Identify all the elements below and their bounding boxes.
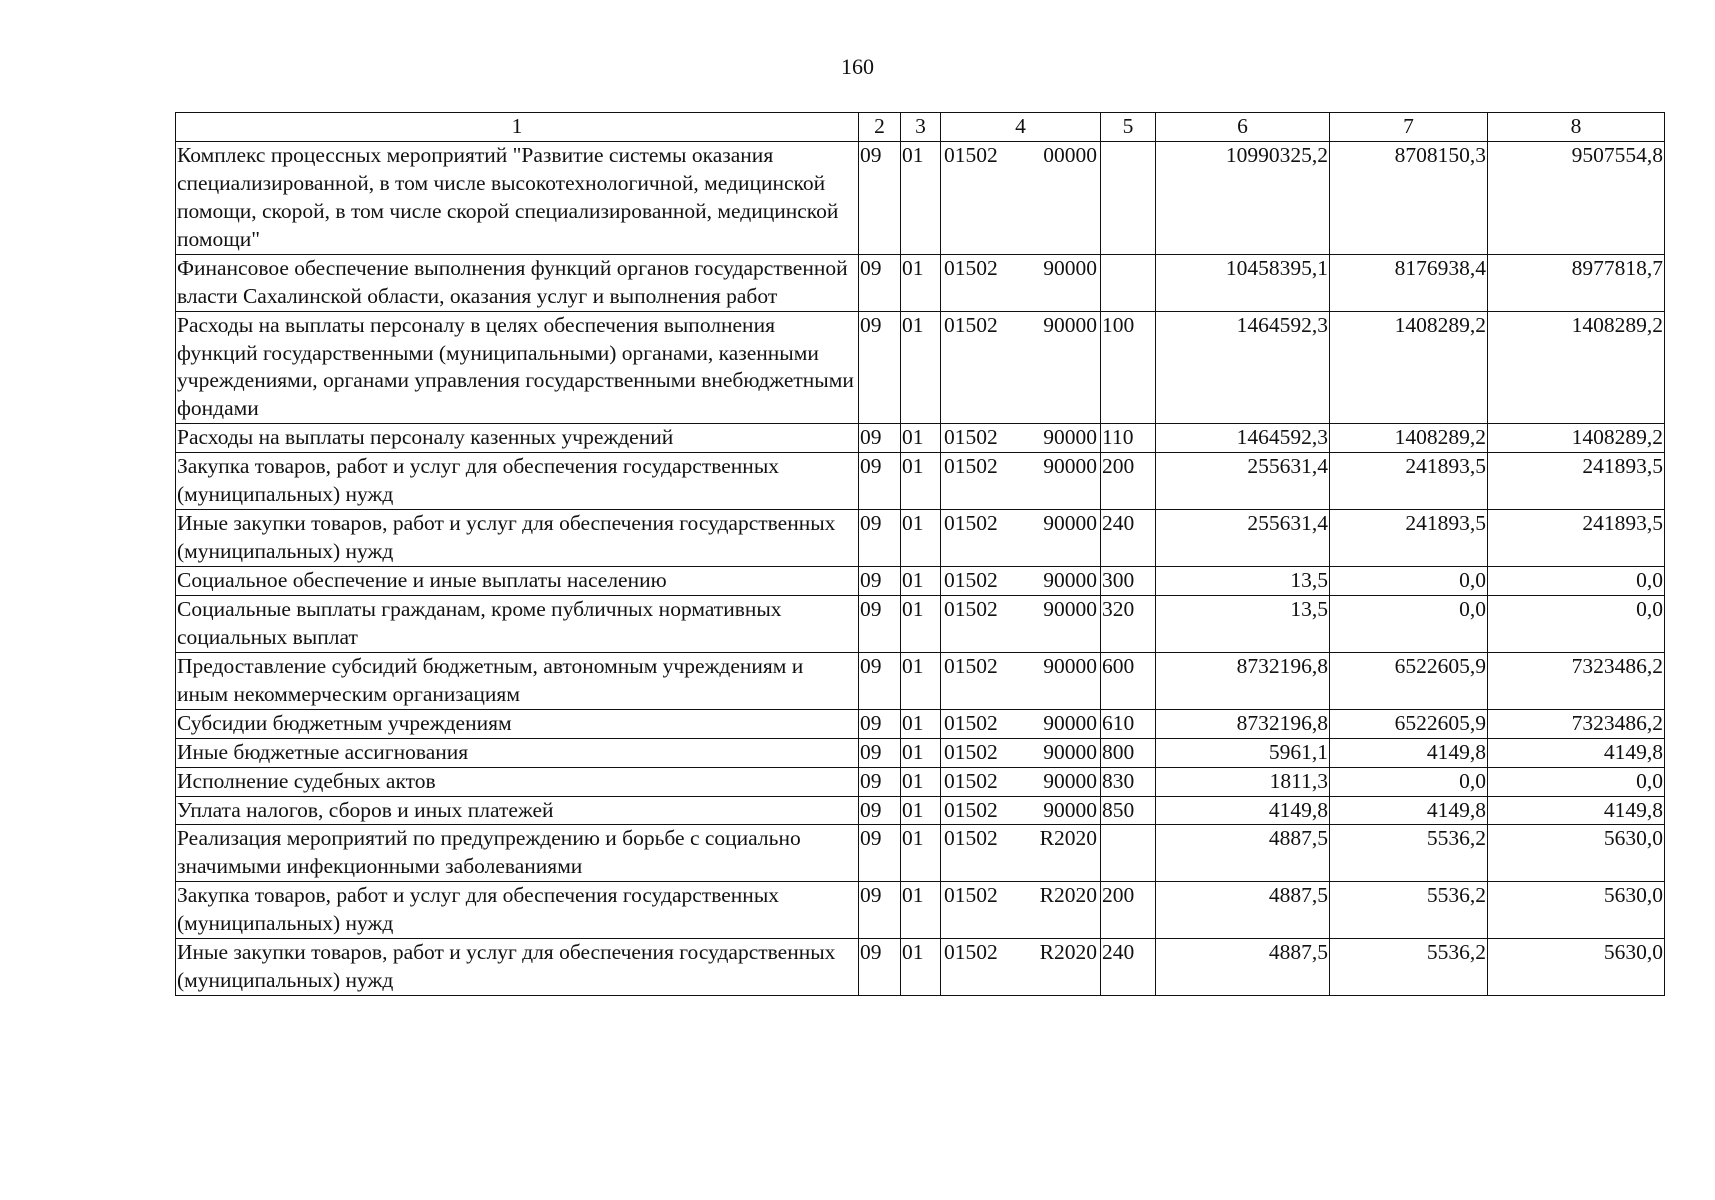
program-code: 01502 (944, 826, 998, 851)
amount-col-6: 255631,4 (1156, 453, 1330, 510)
direction-code: 90000 (1043, 596, 1097, 621)
section-code: 09 (859, 825, 901, 882)
amount-col-6: 4887,5 (1156, 939, 1330, 996)
amount-col-6: 5961,1 (1156, 738, 1330, 767)
expense-type-code: 100 (1101, 311, 1156, 424)
subsection-code: 01 (901, 424, 941, 453)
amount-col-7: 6522605,9 (1330, 652, 1488, 709)
header-cell: 8 (1488, 113, 1665, 142)
amount-col-8: 8977818,7 (1488, 254, 1665, 311)
expense-type-code: 800 (1101, 738, 1156, 767)
subsection-code: 01 (901, 825, 941, 882)
row-name: Иные закупки товаров, работ и услуг для обеспечения государственных (муниципальных) нужд (176, 939, 859, 996)
subsection-code: 01 (901, 767, 941, 796)
target-article-code (941, 825, 1101, 882)
direction-code: 90000 (1043, 710, 1097, 735)
amount-col-8: 1408289,2 (1488, 424, 1665, 453)
amount-col-8: 4149,8 (1488, 796, 1665, 825)
row-name: Иные закупки товаров, работ и услуг для обеспечения государственных (муниципальных) нужд (176, 510, 859, 567)
amount-col-6: 8732196,8 (1156, 652, 1330, 709)
subsection-code: 01 (901, 453, 941, 510)
program-code: 01502 (944, 511, 998, 536)
amount-col-8: 0,0 (1488, 595, 1665, 652)
subsection-code: 01 (901, 510, 941, 567)
amount-col-6: 10990325,2 (1156, 141, 1330, 254)
amount-col-8: 241893,5 (1488, 510, 1665, 567)
amount-col-6: 4887,5 (1156, 882, 1330, 939)
target-article-code (941, 882, 1101, 939)
row-name: Социальное обеспечение и иные выплаты населению (176, 567, 859, 596)
row-name: Расходы на выплаты персоналу в целях обеспечения выполнения функций государственными (муниципальными) органами, казенными учреждениями, органами управления государственными внебюджетными фондами (176, 311, 859, 424)
direction-code: 90000 (1043, 255, 1097, 280)
row-name: Иные бюджетные ассигнования (176, 738, 859, 767)
amount-col-7: 0,0 (1330, 567, 1488, 596)
target-article-code (941, 141, 1101, 254)
amount-col-7: 241893,5 (1330, 510, 1488, 567)
amount-col-8: 0,0 (1488, 767, 1665, 796)
section-code: 09 (859, 738, 901, 767)
direction-code: 90000 (1043, 425, 1097, 450)
amount-col-6: 10458395,1 (1156, 254, 1330, 311)
table-row (176, 738, 1665, 767)
direction-code: 90000 (1043, 568, 1097, 592)
row-name: Исполнение судебных актов (176, 767, 859, 796)
table-row (176, 652, 1665, 709)
direction-code: 90000 (1043, 511, 1097, 536)
subsection-code: 01 (901, 254, 941, 311)
amount-col-6: 8732196,8 (1156, 709, 1330, 738)
program-code: 01502 (944, 768, 998, 793)
amount-col-6: 1464592,3 (1156, 311, 1330, 424)
amount-col-8: 5630,0 (1488, 882, 1665, 939)
table-row (176, 796, 1665, 825)
amount-col-8: 7323486,2 (1488, 709, 1665, 738)
program-code: 01502 (944, 940, 998, 965)
section-code: 09 (859, 796, 901, 825)
amount-col-6: 13,5 (1156, 567, 1330, 596)
section-code: 09 (859, 595, 901, 652)
section-code: 09 (859, 709, 901, 738)
amount-col-7: 1408289,2 (1330, 424, 1488, 453)
header-cell: 3 (901, 113, 941, 142)
table-row (176, 254, 1665, 311)
direction-code: 90000 (1043, 312, 1097, 337)
subsection-code: 01 (901, 567, 941, 596)
amount-col-6: 255631,4 (1156, 510, 1330, 567)
target-article-code (941, 254, 1101, 311)
row-name: Расходы на выплаты персоналу казенных учреждений (176, 424, 859, 453)
amount-col-7: 4149,8 (1330, 796, 1488, 825)
program-code: 01502 (944, 596, 998, 621)
program-code: 01502 (944, 454, 998, 479)
table-row (176, 709, 1665, 738)
amount-col-8: 1408289,2 (1488, 311, 1665, 424)
expense-type-code: 300 (1101, 567, 1156, 596)
amount-col-8: 241893,5 (1488, 453, 1665, 510)
amount-col-6: 13,5 (1156, 595, 1330, 652)
table-row (176, 595, 1665, 652)
expense-type-code (1101, 254, 1156, 311)
amount-col-8: 5630,0 (1488, 939, 1665, 996)
direction-code: R2020 (1039, 940, 1097, 965)
row-name: Комплекс процессных мероприятий "Развитие системы оказания специализированной, в том числе высокотехнологичной, медицинской помощи, скорой, в том числе скорой специализированной, медицинской помощи" (176, 141, 859, 254)
amount-col-7: 5536,2 (1330, 825, 1488, 882)
target-article-code (941, 767, 1101, 796)
page-number: 160 (841, 54, 874, 79)
table-row (176, 939, 1665, 996)
section-code: 09 (859, 567, 901, 596)
row-name: Закупка товаров, работ и услуг для обеспечения государственных (муниципальных) нужд (176, 882, 859, 939)
amount-col-8: 7323486,2 (1488, 652, 1665, 709)
direction-code: 00000 (1043, 142, 1097, 167)
amount-col-7: 8176938,4 (1330, 254, 1488, 311)
header-cell: 5 (1101, 113, 1156, 142)
header-cell: 2 (859, 113, 901, 142)
target-article-code (941, 453, 1101, 510)
row-name: Уплата налогов, сборов и иных платежей (176, 796, 859, 825)
header-cell: 6 (1156, 113, 1330, 142)
program-code: 01502 (944, 739, 998, 764)
target-article-code (941, 567, 1101, 596)
subsection-code: 01 (901, 652, 941, 709)
program-code: 01502 (944, 710, 998, 735)
direction-code: 90000 (1043, 454, 1097, 479)
direction-code: 90000 (1043, 768, 1097, 793)
amount-col-7: 8708150,3 (1330, 141, 1488, 254)
expense-type-code: 200 (1101, 453, 1156, 510)
row-name: Предоставление субсидий бюджетным, автономным учреждениям и иным некоммерческим организациям (176, 652, 859, 709)
table-row (176, 453, 1665, 510)
amount-col-8: 5630,0 (1488, 825, 1665, 882)
section-code: 09 (859, 882, 901, 939)
header-cell: 7 (1330, 113, 1488, 142)
amount-col-6: 4887,5 (1156, 825, 1330, 882)
row-name: Закупка товаров, работ и услуг для обеспечения государственных (муниципальных) нужд (176, 453, 859, 510)
expense-type-code: 240 (1101, 939, 1156, 996)
program-code: 01502 (944, 255, 998, 280)
table-row (176, 825, 1665, 882)
amount-col-7: 0,0 (1330, 595, 1488, 652)
section-code: 09 (859, 141, 901, 254)
amount-col-6: 1811,3 (1156, 767, 1330, 796)
amount-col-7: 6522605,9 (1330, 709, 1488, 738)
amount-col-8: 0,0 (1488, 567, 1665, 596)
amount-col-8: 4149,8 (1488, 738, 1665, 767)
expense-type-code: 600 (1101, 652, 1156, 709)
section-code: 09 (859, 767, 901, 796)
target-article-code (941, 652, 1101, 709)
section-code: 09 (859, 652, 901, 709)
amount-col-7: 5536,2 (1330, 882, 1488, 939)
program-code: 01502 (944, 797, 998, 822)
amount-col-7: 241893,5 (1330, 453, 1488, 510)
section-code: 09 (859, 939, 901, 996)
table-row (176, 767, 1665, 796)
table-row (176, 567, 1665, 596)
amount-col-7: 5536,2 (1330, 939, 1488, 996)
expense-type-code: 830 (1101, 767, 1156, 796)
table-row (176, 424, 1665, 453)
expense-type-code: 610 (1101, 709, 1156, 738)
row-name: Реализация мероприятий по предупреждению и борьбе с социально значимыми инфекционными заболеваниями (176, 825, 859, 882)
amount-col-8: 9507554,8 (1488, 141, 1665, 254)
expense-type-code: 200 (1101, 882, 1156, 939)
expense-type-code (1101, 825, 1156, 882)
subsection-code: 01 (901, 939, 941, 996)
expense-type-code: 320 (1101, 595, 1156, 652)
subsection-code: 01 (901, 738, 941, 767)
target-article-code (941, 510, 1101, 567)
target-article-code (941, 311, 1101, 424)
header-cell: 1 (176, 113, 859, 142)
direction-code: 90000 (1043, 739, 1097, 764)
budget-table (175, 112, 1665, 996)
subsection-code: 01 (901, 311, 941, 424)
program-code: 01502 (944, 425, 998, 450)
target-article-code (941, 709, 1101, 738)
direction-code: R2020 (1039, 883, 1097, 908)
expense-type-code: 110 (1101, 424, 1156, 453)
header-cell: 4 (941, 113, 1101, 142)
expense-type-code: 240 (1101, 510, 1156, 567)
subsection-code: 01 (901, 141, 941, 254)
header-row (176, 113, 1665, 142)
table-row (176, 510, 1665, 567)
target-article-code (941, 738, 1101, 767)
row-name: Финансовое обеспечение выполнения функций органов государственной власти Сахалинской области, оказания услуг и выполнения работ (176, 254, 859, 311)
subsection-code: 01 (901, 796, 941, 825)
table-row (176, 882, 1665, 939)
subsection-code: 01 (901, 595, 941, 652)
section-code: 09 (859, 424, 901, 453)
section-code: 09 (859, 510, 901, 567)
row-name: Социальные выплаты гражданам, кроме публичных нормативных социальных выплат (176, 595, 859, 652)
target-article-code (941, 424, 1101, 453)
expense-type-code (1101, 141, 1156, 254)
program-code: 01502 (944, 883, 998, 908)
section-code: 09 (859, 311, 901, 424)
direction-code: R2020 (1039, 826, 1097, 851)
target-article-code (941, 595, 1101, 652)
direction-code: 90000 (1043, 653, 1097, 678)
amount-col-7: 4149,8 (1330, 738, 1488, 767)
program-code: 01502 (944, 568, 998, 592)
expense-type-code: 850 (1101, 796, 1156, 825)
section-code: 09 (859, 254, 901, 311)
direction-code: 90000 (1043, 797, 1097, 822)
amount-col-7: 0,0 (1330, 767, 1488, 796)
subsection-code: 01 (901, 709, 941, 738)
table-row (176, 311, 1665, 424)
table-row (176, 141, 1665, 254)
subsection-code: 01 (901, 882, 941, 939)
program-code: 01502 (944, 653, 998, 678)
target-article-code (941, 939, 1101, 996)
target-article-code (941, 796, 1101, 825)
amount-col-7: 1408289,2 (1330, 311, 1488, 424)
amount-col-6: 1464592,3 (1156, 424, 1330, 453)
section-code: 09 (859, 453, 901, 510)
row-name: Субсидии бюджетным учреждениям (176, 709, 859, 738)
program-code: 01502 (944, 312, 998, 337)
amount-col-6: 4149,8 (1156, 796, 1330, 825)
program-code: 01502 (944, 142, 998, 167)
